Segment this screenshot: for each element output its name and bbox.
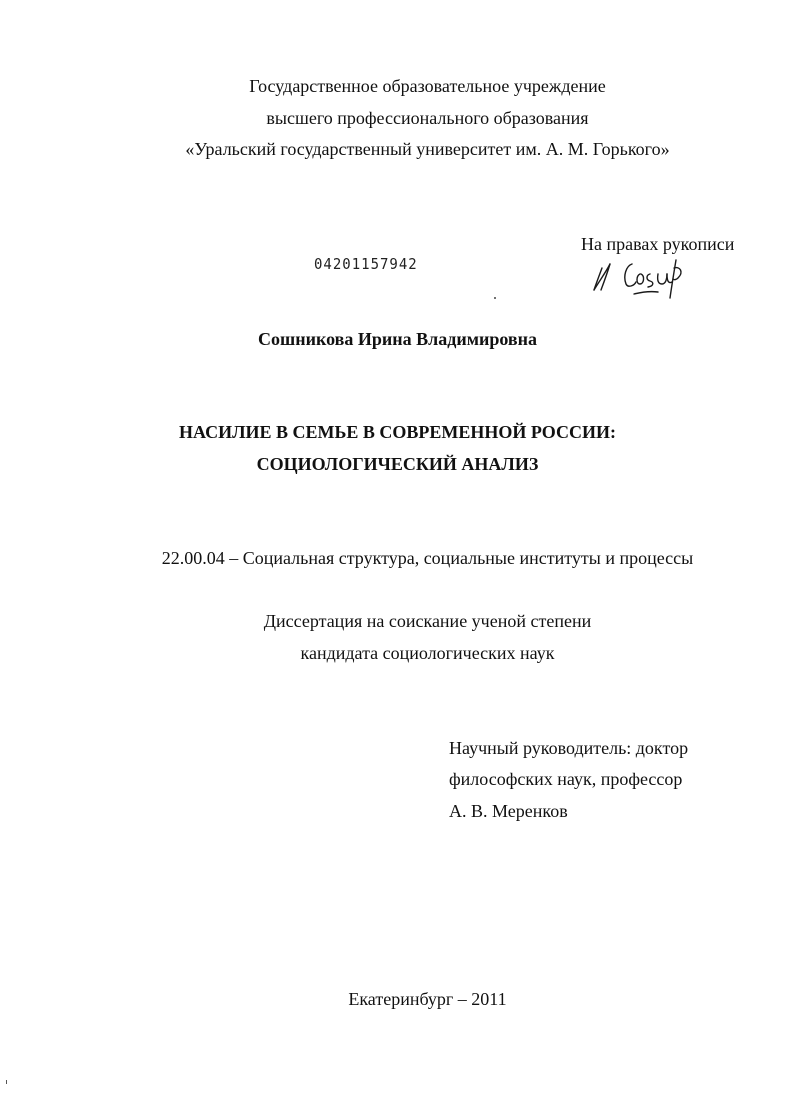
institution-line-1: Государственное образовательное учреждение bbox=[249, 76, 606, 96]
institution-line-2: высшего профессионального образования bbox=[266, 108, 589, 128]
advisor-line-2: философских наук, профессор bbox=[449, 769, 683, 789]
degree-line-1: Диссертация на соискание ученой степени bbox=[263, 611, 592, 631]
city-year: Екатеринбург – 2011 bbox=[348, 989, 507, 1009]
scan-speck bbox=[6, 1080, 7, 1084]
dissertation-title-line-1: НАСИЛИЕ В СЕМЬЕ В СОВРЕМЕННОЙ РОССИИ: bbox=[178, 422, 617, 442]
advisor-name: А. В. Меренков bbox=[449, 801, 568, 821]
advisor-line-1: Научный руководитель: доктор bbox=[449, 738, 689, 758]
author-name: Сошникова Ирина Владимировна bbox=[258, 329, 537, 349]
specialty-code: 22.00.04 – Социальная структура, социальные институты и процессы bbox=[161, 548, 694, 568]
dissertation-title-line-2: СОЦИОЛОГИЧЕСКИЙ АНАЛИЗ bbox=[256, 454, 539, 474]
manuscript-note: На правах рукописи bbox=[581, 234, 735, 254]
scan-speck bbox=[494, 297, 496, 299]
degree-line-2: кандидата социологических наук bbox=[300, 643, 555, 663]
institution-line-3: «Уральский государственный университет им. А. М. Горького» bbox=[185, 139, 670, 159]
handwritten-signature bbox=[588, 250, 688, 300]
archive-number: 04201157942 bbox=[314, 256, 418, 274]
